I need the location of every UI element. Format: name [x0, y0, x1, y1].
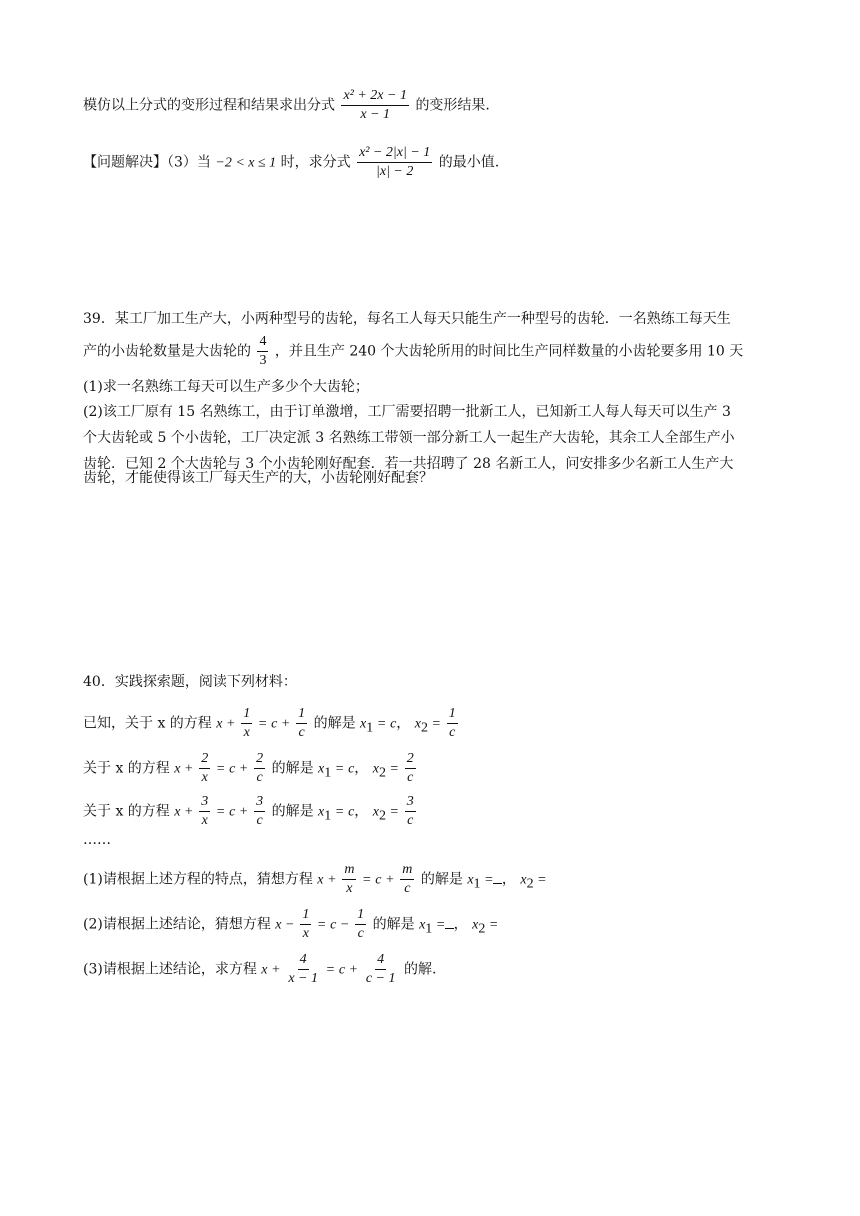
imitate-fraction	[341, 88, 409, 123]
imitate-frac-den: x − 1	[360, 107, 391, 122]
q39-sub2-line2: 个大齿轮或 5 个小齿轮，工厂决定派 3 名熟练工带领一部分新工人一起生产大齿轮，其余工人全部生产小	[83, 430, 735, 446]
q39-sub2-line1: (2)该工厂原有 15 名熟练工，由于订单激增，工厂需要招聘一批新工人，已知新工人每人每天可以生产 3	[83, 404, 731, 420]
q40-ex3-frac-c: $\frac{3}{c}$	[256, 794, 264, 828]
q40-ex2-num-a: 2	[199, 751, 210, 769]
q3-mid: 时，求分式	[280, 154, 351, 171]
q3-suffix: 的最小值.	[438, 154, 500, 171]
q40-ex1-frac-c: $\frac{1}{c}$	[298, 706, 306, 740]
q40-sub1: (1)请根据上述方程的特点，猜想方程 x + $\frac{m}{x}$ = c + $\frac{m}{c}$ 的解是 $x_1$ = ， $x_2$ =	[83, 862, 546, 896]
q40-sub3: (3)请根据上述结论，求方程 x + $\frac{4}{x - 1}$ = c + $\frac{4}{c - 1}$ 的解.	[83, 952, 437, 986]
q40-sub1-blank-x1	[493, 873, 502, 884]
q40-ex1-num-c: 1	[447, 706, 458, 724]
q40-sub2-frac-x: $\frac{1}{x}$	[302, 907, 310, 941]
q40-ex2-frac-c: $\frac{2}{c}$	[256, 751, 264, 785]
q40-ex1-num-b: 1	[296, 706, 307, 724]
q40-sub2: (2)请根据上述结论，猜想方程 x − $\frac{1}{x}$ = c − $\frac{1}{c}$ 的解是 $x_1$ = ， $x_2$ =	[83, 907, 498, 941]
q40-ex1-num-a: 1	[241, 706, 252, 724]
q40-ex3-solution-word: 的解是	[271, 803, 314, 820]
q40-ex3-frac-x: $\frac{3}{x}$	[201, 794, 209, 828]
q39-stem-line1: 39．某工厂加工生产大，小两种型号的齿轮，每名工人每天只能生产一种型号的齿轮．一名熟练工每天生	[83, 311, 731, 327]
q39-ratio-fraction	[257, 334, 268, 369]
q40-sub2-num-b: 1	[355, 907, 366, 925]
q40-ex3-num-b: 3	[254, 794, 265, 812]
q40-ex2-frac-x: $\frac{2}{x}$	[201, 751, 209, 785]
q39-frac-num: 4	[257, 334, 268, 352]
q40-ex3-prefix: 关于 x 的方程	[83, 803, 170, 820]
q40-example1: 已知，关于 x 的方程 x + $\frac{1}{x}$ = c + $\frac{1}{c}$ 的解是 $x_1 = c$， $x_2$ = $\frac{1}{c}$	[83, 706, 456, 740]
q39-stem-prefix: 产的小齿轮数量是大齿轮的	[83, 343, 251, 360]
q40-ex2-prefix: 关于 x 的方程	[83, 760, 170, 777]
q3-line	[83, 145, 499, 180]
q40-sub2-frac-c: $\frac{1}{c}$	[357, 907, 365, 941]
q40-ex2-num-b: 2	[254, 751, 265, 769]
imitate-frac-num: x² + 2x − 1	[341, 88, 409, 106]
q40-sub3-num-b: 4	[375, 952, 386, 970]
q3-frac-den: |x| − 2	[376, 164, 414, 179]
imitate-prefix: 模仿以上分式的变形过程和结果求出分式	[83, 97, 335, 114]
q40-sub1-prefix: (1)请根据上述方程的特点，猜想方程	[83, 871, 313, 888]
q40-ex3-num-c: 3	[405, 794, 416, 812]
q40-title: 40．实践探索题，阅读下列材料：	[83, 674, 297, 690]
q40-ellipsis: ……	[83, 832, 111, 848]
q40-ex3-num-a: 3	[199, 794, 210, 812]
q40-sub1-num-b: m	[400, 862, 414, 880]
q40-example2: 关于 x 的方程 x + $\frac{2}{x}$ = c + $\frac{2}{c}$ 的解是 $x_1 = c$， $x_2$ = $\frac{2}{c}$	[83, 751, 414, 785]
q40-sub2-blank-x1	[445, 918, 454, 929]
q40-ex2-frac-sol: $\frac{2}{c}$	[406, 751, 414, 785]
imitate-line	[83, 88, 490, 123]
q40-sub3-frac-x	[286, 952, 320, 987]
q3-frac-num: x² − 2|x| − 1	[357, 145, 432, 163]
q40-example3: 关于 x 的方程 x + $\frac{3}{x}$ = c + $\frac{3}{c}$ 的解是 $x_1 = c$， $x_2$ = $\frac{3}{c}$	[83, 794, 414, 828]
q3-fraction	[357, 145, 432, 180]
q40-ex1-prefix: 已知，关于 x 的方程	[83, 715, 212, 732]
q3-label: 【问题解决】（3）当	[83, 154, 211, 171]
q40-sub1-frac-x: $\frac{m}{x}$	[344, 862, 355, 896]
q40-ex3-frac-sol: $\frac{3}{c}$	[406, 794, 414, 828]
q40-sub2-num-a: 1	[300, 907, 311, 925]
q40-sub3-num-a: 4	[298, 952, 309, 970]
q40-sub1-solution-word: 的解是	[420, 871, 463, 888]
q40-ex1-frac-x: $\frac{1}{x}$	[243, 706, 251, 740]
q39-sub2-line3: 齿轮．已知 2 个大齿轮与 3 个小齿轮刚好配套．若一共招聘了 28 名新工人，问安排多少名新工人生产大	[83, 456, 734, 472]
q40-sub3-suffix: 的解.	[403, 961, 437, 978]
q39-frac-den: 3	[259, 353, 267, 368]
q39-sub1: (1)求一名熟练工每天可以生产多少个大齿轮；	[83, 379, 369, 395]
q3-condition: −2 < x ≤ 1	[215, 155, 277, 171]
q40-sub1-frac-c: $\frac{m}{c}$	[402, 862, 413, 896]
q40-ex2-num-c: 2	[405, 751, 416, 769]
q39-sub2-line4: 齿轮，才能使得该工厂每天生产的大，小齿轮刚好配套？	[83, 470, 433, 486]
q39-stem-suffix: ，并且生产 240 个大齿轮所用的时间比生产同样数量的小齿轮要多用 10 天	[274, 343, 744, 360]
imitate-suffix: 的变形结果.	[415, 97, 490, 114]
q40-sub3-den-x: x − 1	[288, 971, 318, 986]
q40-sub2-prefix: (2)请根据上述结论，猜想方程	[83, 916, 271, 933]
q40-sub3-den-c: c − 1	[365, 971, 396, 986]
q40-ex1-solution-word: 的解是	[313, 715, 356, 732]
q40-sub1-num-a: m	[342, 862, 356, 880]
q40-ex1-frac-sol: $\frac{1}{c}$	[448, 706, 456, 740]
q40-sub2-solution-word: 的解是	[372, 916, 415, 933]
q40-ex2-solution-word: 的解是	[271, 760, 314, 777]
q39-stem-line2	[83, 334, 743, 369]
q40-sub3-prefix: (3)请根据上述结论，求方程	[83, 961, 257, 978]
q40-sub3-frac-c	[364, 952, 398, 987]
